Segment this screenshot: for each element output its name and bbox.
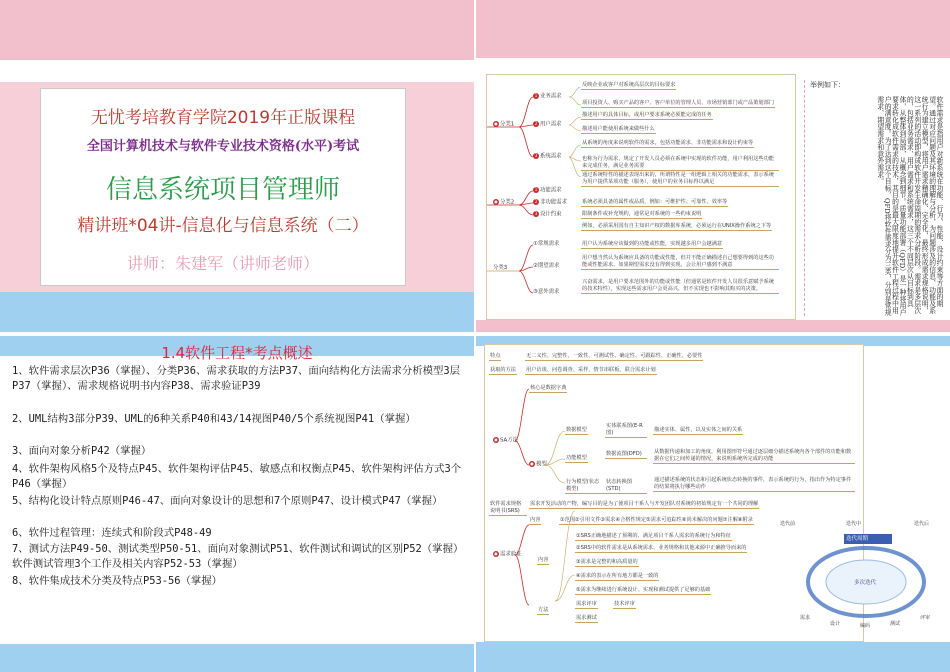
number-icon: 3 xyxy=(534,211,538,216)
row-value: 用户访谈、问卷调查、采样、情节串联板、联合需求计划 xyxy=(526,367,656,373)
pink-stripe-bottom xyxy=(476,320,950,332)
white-stripe xyxy=(476,58,950,70)
cycle-box: 需求 xyxy=(800,615,811,621)
node-user-req xyxy=(533,121,562,129)
node-label: 系统需求 xyxy=(540,153,562,160)
topics-heading: 1.4软件工程*考点概述 xyxy=(161,344,313,362)
topic-item: 1、软件需求层次P36（掌握）、分类P36、需求获取的方法P37、面向结构化方法需求分析模型3层P37（掌握）、需求规格说明书内容P38、需求验证P39 xyxy=(12,365,461,392)
slide-topics xyxy=(0,336,474,672)
leaf: 兴奋需求，是用户要求范围外的功能或性能（但通常是软件开发人员很乐意赋予系统的技术特性），实现这些需求用户会更高兴，但不实现也不影响其购买的决策。 xyxy=(581,279,779,294)
blue-stripe-bottom xyxy=(476,642,950,672)
branch-1-label: 分类1 xyxy=(500,121,515,128)
leaf: 从系统的角度来说明软件的需求，包括功能需求、非功能需求和设计约束等 xyxy=(582,140,754,146)
tech-review: 技术评审 xyxy=(614,601,635,607)
node-expected-req xyxy=(533,263,559,270)
branch-1 xyxy=(493,121,514,129)
leaf: 通过系统特性的描述表现出来的，所谓特性是一组逻辑上相关的功能需求，表示系统为用户提供某项功能（服务），使用户的业务目标得以满足 xyxy=(581,172,779,187)
topic-item: 6、软件过程管理：连续式和阶段式P48-49 xyxy=(12,527,212,539)
srs-content-label: 内容 xyxy=(530,517,541,523)
number-icon: 3 xyxy=(534,153,538,158)
verify-item: ①SRS正确地描述了预期的、满足项目干系人需求的系统行为和特征 xyxy=(576,533,731,539)
row-key: 获取的方法 xyxy=(490,367,516,373)
example-label: 举例如下： xyxy=(810,81,845,89)
leaf: 用户认为系统应该做到的功能或性能，实现越多用户会越满意 xyxy=(582,241,723,247)
leaf: 项目投资人、购买产品的客户、客户单位的管理人员、市场营销部门或产品策划部门 xyxy=(582,100,774,106)
verify-item: ③需求是完整的和高质量的 xyxy=(576,559,638,565)
leaf: 例如，必须采用国有自主知识产权的数据库系统，必须运行在UNIX操作系统之下等 xyxy=(582,223,772,229)
vertical-notes: 软件需求是指用户对新系统在功能、行为、性能、设计约束等方面的期望。通过对应问题及其环境的理解与分析，为问题涉及的信息、功能及系统行为建立模型，将用户需求精确化、完全化，最终形成需求规格说明，这一系列的活动即构成软件开发生命周期的需求分析阶段。需求是多层次的，包括业务需求、用户需求和系统需求，这三个不同层次从目标到具体，从整体到局部，从概念到细节。质量功能部署（QFD）是一种将用户要求转化成软件需求的技术，其目的是最大限度地提升软件工程过程中用户的满意度。为了达到这个目标，QFD将软件需求分为三类，分别是常规需求、期望需求和意外需求。 xyxy=(875,96,943,316)
model-desc: 描述实体、属性，以及实体之间的关系 xyxy=(654,427,743,433)
method-item: 需求评审 xyxy=(576,601,597,607)
verify-label: 需求验证 xyxy=(500,551,522,558)
node-func-req xyxy=(533,187,562,195)
branch-dot-icon: ● xyxy=(494,199,498,204)
subject-title: 信息系统项目管理师 xyxy=(105,175,340,205)
topic-item: 5、结构化设计特点原则P46-47、面向对象设计的思想和7个原则P47、设计模式P47（掌握） xyxy=(12,495,443,507)
node-label: ③意外需求 xyxy=(533,289,560,295)
node-label: ①常规需求 xyxy=(533,241,560,247)
node-unexpected-req xyxy=(533,289,559,296)
blue-stripe-bottom xyxy=(0,644,474,672)
model-desc: 通过描述系统的状态和引起系统状态转换的事件，表示系统的行为，指出作为特定事件的结果将执行哪些动作 xyxy=(653,477,855,492)
leaf: 反映企业或客户对系统高层次的目标要求 xyxy=(582,82,676,88)
sa-method xyxy=(493,437,518,445)
branch-2-label: 分类2 xyxy=(500,199,515,206)
row-value: 无二义性、完整性、一致性、可测试性、确定性、可跟踪性、正确性、必要性 xyxy=(526,353,703,359)
node-normal-req xyxy=(533,241,559,248)
core-note: 核心是数据字典 xyxy=(530,385,567,391)
course-title: 无忧考培教育学院2019年正版课程 xyxy=(90,108,356,128)
verify-item: ②SRS中的软件需求是从系统需求、业务规格和其他来源中正确推导而来的 xyxy=(576,545,747,551)
cycle-box: 设计 xyxy=(830,621,841,627)
model-label: 模型 xyxy=(536,461,547,468)
topic-item: 4、软件架构风格5个及特点P45、软件架构评估P45、敏感点和权衡点P45、软件架构评估方式3个P46（掌握） xyxy=(12,463,462,490)
number-icon: 1 xyxy=(534,93,538,98)
node-system-req xyxy=(533,153,562,161)
model-diagram: 数据流图(DFD) xyxy=(605,451,647,459)
node-label: 业务需求 xyxy=(540,93,562,100)
iteration-diagram xyxy=(776,516,946,636)
srs-content: ①范围②引用文件③需求④合格性规定⑤需求可追踪性⑥尚未解决的问题⑦注解⑧附录 xyxy=(560,517,753,523)
node-label: 设计约束 xyxy=(540,211,562,218)
branch-2 xyxy=(493,199,514,207)
topic-item: 8、软件集成技术分类及特点P53-56（掌握） xyxy=(12,575,223,587)
slide-requirements-analysis xyxy=(476,336,950,672)
verify-item: ④需求的表示在所有地方都是一致的 xyxy=(576,573,659,579)
leaf: 系统必须具备的属性或品质，例如：可维护性、可靠性、效率等 xyxy=(582,199,728,205)
srs-node: 软件需求规格说明书(SRS) xyxy=(489,501,527,516)
model-node xyxy=(529,461,547,469)
node-label: 用户需求 xyxy=(540,121,562,128)
leaf: 描述用户能使用系统来做些什么 xyxy=(582,126,655,132)
model-type: 数据模型 xyxy=(566,427,587,433)
white-stripe xyxy=(0,60,474,82)
node-nonfunc-req xyxy=(533,199,567,207)
leaf: 也称为行为需求，规定了开发人员必须在系统中实现的软件功能，用户利用这些功能来完成任务，满足业务需要 xyxy=(581,156,779,171)
topic-item: 2、UML结构3部分P39、UML的6种关系P40和43/14视图P40/5个系统视图P41（掌握） xyxy=(12,413,416,425)
row-key: 特点 xyxy=(490,353,501,359)
srs-desc: 需求开发活动的产物，编写目的是为了使项目干系人与开发团队对系统的初始规定有一个共同的理解 xyxy=(530,501,759,507)
method-label: 方法 xyxy=(538,607,549,613)
branch-dot-icon: ● xyxy=(530,461,534,466)
topic-item: 7、测试方法P49-50、测试类型P50-51、面向对象测试P51、软件测试和调试的区别P52（掌握）软件测试管理3个工作及相关内容P52-53（掌握） xyxy=(12,543,464,570)
model-diagram: 实体联系图(E-R图) xyxy=(605,423,647,438)
model-diagram: 状态转换图(STD) xyxy=(605,479,647,494)
method-item: 需求测试 xyxy=(576,615,597,621)
pink-stripe xyxy=(476,0,950,58)
cycle-label: 迭代中 xyxy=(846,521,862,527)
verify-item: ⑤需求为继续进行系统设计、实现和测试提供了足够的基础 xyxy=(576,587,711,593)
title-frame xyxy=(40,88,406,286)
leaf: 限制条件或补充规约，通常是对系统的一些约束说明 xyxy=(582,211,702,217)
node-label: ②期望需求 xyxy=(533,263,560,269)
node-design-constraint xyxy=(533,211,562,219)
node-label: 非功能需求 xyxy=(540,199,567,206)
pink-stripe xyxy=(0,0,474,60)
lecture-title: 精讲班*04讲-信息化与信息系统（二） xyxy=(77,216,369,236)
mindmap-panel xyxy=(486,74,796,320)
model-desc: 从数据传递和加工的角度，利用图形符号通过逐层细分描述系统内各个部件的功能和数据在它们之间传递的情况，来说明系统所完成的功能 xyxy=(653,449,855,464)
exam-title: 全国计算机技术与软件专业技术资格(水平)考试 xyxy=(86,139,360,154)
verify-content-label: 内容 xyxy=(538,557,549,563)
number-icon: 1 xyxy=(534,187,538,192)
leaf: 描述用户的具体目标，或用户要求系统必须能完成的任务 xyxy=(582,112,712,118)
number-icon: 2 xyxy=(534,199,538,204)
sa-label: SA方法 xyxy=(500,437,518,444)
cycle-label: 迭代后 xyxy=(914,521,930,527)
model-type: 功能模型 xyxy=(566,455,587,461)
model-type: 行为模型(状态模型) xyxy=(565,479,605,494)
cycle-box: 编码 xyxy=(860,623,871,629)
verify-node xyxy=(493,551,522,559)
branch-3-label: 分类3 xyxy=(493,265,508,271)
cycle-title: 迭代周期 xyxy=(846,536,869,542)
cycle-box: 测试 xyxy=(890,621,901,627)
topic-item: 3、面向对象分析P42（掌握） xyxy=(12,445,152,457)
branch-3 xyxy=(493,265,507,272)
blue-stripe xyxy=(0,292,474,332)
branch-dot-icon: ● xyxy=(494,551,498,556)
slide-requirements-mindmap xyxy=(476,0,950,332)
node-label: 功能需求 xyxy=(540,187,562,194)
branch-dot-icon: ● xyxy=(494,121,498,126)
cycle-label: 迭代前 xyxy=(780,521,796,527)
cycle-box: 评审 xyxy=(920,615,931,621)
node-business-req xyxy=(533,93,562,101)
branch-dot-icon: ● xyxy=(494,437,498,442)
cycle-note: 多次迭代 xyxy=(854,580,877,586)
lecturer: 讲师：朱建军（讲师老师） xyxy=(126,254,319,273)
leaf: 用户想当然认为系统应具备的功能或性能，但并不能正确描述自己想要得到的这些功能或性能需求。如果期望需求没有得到实现，会让用户感到不满意 xyxy=(581,255,779,270)
slide-title xyxy=(0,0,474,332)
number-icon: 2 xyxy=(534,121,538,126)
